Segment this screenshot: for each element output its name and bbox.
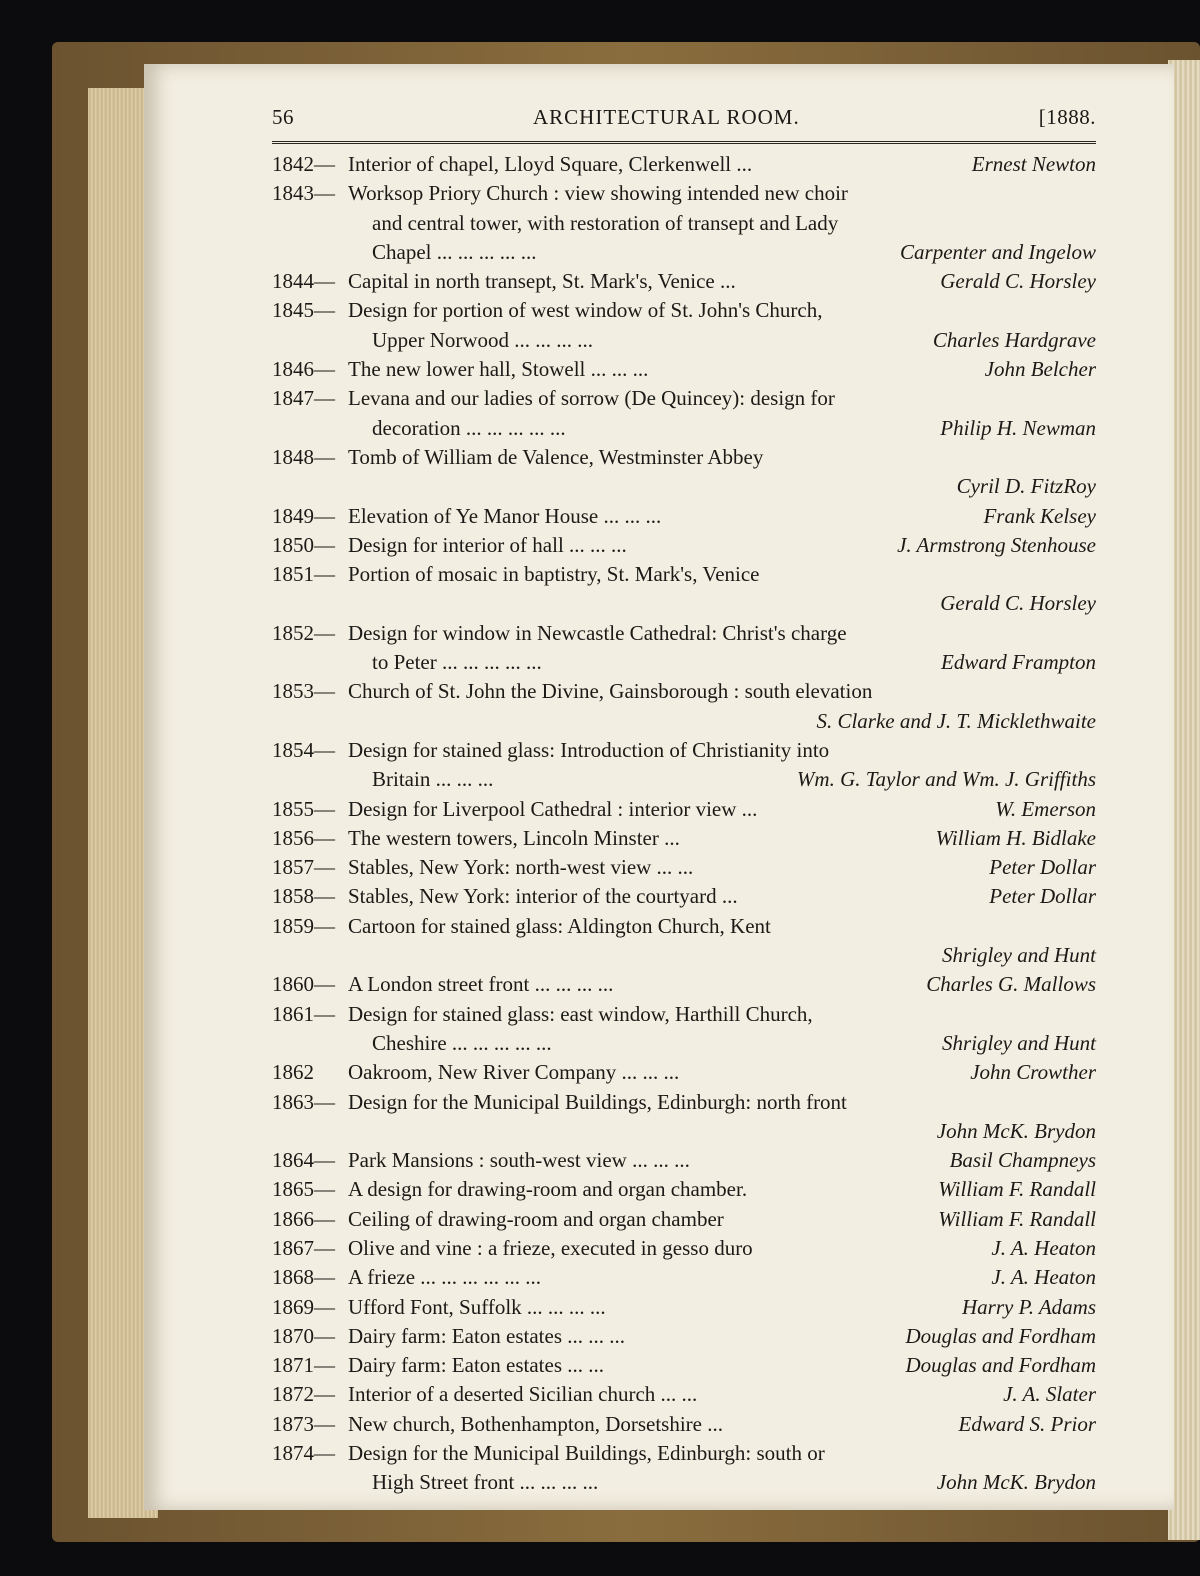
artist-name: Peter Dollar	[989, 884, 1096, 909]
entry-number: 1870—	[272, 1323, 335, 1348]
catalogue-entry	[272, 1293, 1096, 1322]
entry-continuation	[272, 648, 1096, 677]
catalogue-entry	[272, 1175, 1096, 1204]
entry-description: Worksop Priory Church : view showing intended new choir	[348, 181, 848, 206]
entry-line	[272, 1088, 1096, 1117]
entry-number: 1842—	[272, 152, 335, 176]
entry-description: Design for the Municipal Buildings, Edinburgh: north front	[348, 1089, 847, 1114]
entry-line	[272, 1205, 1096, 1234]
artist-name: Harry P. Adams	[962, 1294, 1096, 1319]
catalogue-list	[272, 150, 1096, 1498]
entry-description: The new lower hall, Stowell ... ... ...	[348, 357, 649, 382]
entry-description: A London street front ... ... ... ...	[348, 972, 614, 997]
entry-number: 1856—	[272, 825, 335, 850]
entry-description: Design for stained glass: Introduction of Christianity into	[348, 737, 830, 762]
entry-continuation	[272, 238, 1096, 267]
entry-line	[272, 1000, 1096, 1029]
entry-number: 1860—	[272, 972, 335, 997]
artist-name: Charles Hardgrave	[932, 327, 1096, 352]
entry-number: 1871—	[272, 1353, 335, 1378]
entry-line	[272, 1410, 1096, 1439]
entry-number: 1845—	[272, 298, 335, 323]
entry-description: Design for portion of west window of St. John's Church,	[348, 298, 823, 323]
entry-description: decoration ... ... ... ... ...	[372, 415, 566, 440]
entry-line	[272, 619, 1096, 648]
entry-line	[272, 677, 1096, 706]
entry-line	[272, 560, 1096, 589]
artist-name: Douglas and Fordham	[905, 1323, 1096, 1348]
artist-name: S. Clarke and J. T. Micklethwaite	[816, 708, 1096, 733]
entry-number: 1846—	[272, 357, 335, 382]
catalogue-entry	[272, 1410, 1096, 1439]
artist-name: John Crowther	[970, 1060, 1096, 1085]
entry-description: Stables, New York: interior of the courtyard ...	[348, 884, 738, 909]
entry-line	[272, 267, 1096, 296]
page-content	[272, 105, 1096, 1498]
catalogue-entry	[272, 736, 1096, 795]
artist-name: Cyril D. FitzRoy	[956, 474, 1096, 499]
catalogue-entry	[272, 882, 1096, 911]
catalogue-entry	[272, 296, 1096, 355]
entry-number: 1866—	[272, 1206, 335, 1231]
entry-description: Interior of a deserted Sicilian church ... ...	[348, 1382, 698, 1407]
entry-line	[272, 179, 1096, 208]
catalogue-entry	[272, 1205, 1096, 1234]
catalogue-entry	[272, 1351, 1096, 1380]
entry-description: Tomb of William de Valence, Westminster Abbey	[348, 444, 764, 469]
catalogue-entry	[272, 355, 1096, 384]
artist-name: J. A. Heaton	[991, 1235, 1096, 1260]
page-title: ARCHITECTURAL ROOM.	[533, 105, 800, 129]
entry-description: Design for Liverpool Cathedral : interior view ...	[348, 796, 758, 821]
entry-line	[272, 1175, 1096, 1204]
catalogue-entry	[272, 677, 1096, 736]
catalogue-entry	[272, 824, 1096, 853]
page-number: 56	[272, 105, 294, 129]
entry-line	[272, 1351, 1096, 1380]
entry-description: and central tower, with restoration of transept and Lady	[372, 210, 839, 235]
entry-description: Design for window in Newcastle Cathedral: Christ's charge	[348, 620, 847, 645]
entry-description: Chapel ... ... ... ... ...	[372, 239, 537, 264]
artist-name: Basil Champneys	[949, 1148, 1096, 1173]
entry-line	[272, 150, 1096, 179]
year-label: [1888.	[1038, 105, 1096, 129]
artist-name: William H. Bidlake	[935, 825, 1096, 850]
entry-line	[272, 1234, 1096, 1263]
catalogue-entry	[272, 1058, 1096, 1087]
catalogue-entry	[272, 1380, 1096, 1409]
artist-name: Charles G. Mallows	[926, 972, 1096, 997]
catalogue-entry	[272, 267, 1096, 296]
entry-line	[272, 1380, 1096, 1409]
entry-line	[272, 970, 1096, 999]
entry-number: 1850—	[272, 532, 335, 557]
entry-description: The western towers, Lincoln Minster ...	[348, 825, 680, 850]
artist-name: Philip H. Newman	[940, 415, 1096, 440]
entry-number: 1852—	[272, 620, 335, 645]
artist-name: Wm. G. Taylor and Wm. J. Griffiths	[796, 767, 1096, 792]
entry-number: 1863—	[272, 1089, 335, 1114]
header-rule	[272, 141, 1096, 144]
entry-description: Dairy farm: Eaton estates ... ...	[348, 1353, 604, 1378]
entry-number: 1854—	[272, 737, 335, 762]
catalogue-entry	[272, 502, 1096, 531]
artist-name: Shrigley and Hunt	[942, 1030, 1096, 1055]
artist-name: William F. Randall	[938, 1177, 1096, 1202]
entry-number: 1861—	[272, 1001, 335, 1026]
catalogue-entry	[272, 970, 1096, 999]
entry-description: High Street front ... ... ... ...	[372, 1470, 599, 1495]
entry-description: to Peter ... ... ... ... ...	[372, 650, 542, 675]
entry-line	[272, 1293, 1096, 1322]
entry-line	[272, 1058, 1096, 1087]
catalogue-entry	[272, 1322, 1096, 1351]
catalogue-entry	[272, 150, 1096, 179]
catalogue-entry	[272, 1439, 1096, 1498]
catalogue-entry	[272, 179, 1096, 267]
entry-description: Capital in north transept, St. Mark's, Venice ...	[348, 269, 736, 294]
catalogue-entry	[272, 560, 1096, 619]
entry-number: 1868—	[272, 1265, 335, 1290]
catalogue-entry	[272, 1146, 1096, 1175]
entry-number: 1872—	[272, 1382, 335, 1407]
artist-name: J. A. Heaton	[991, 1265, 1096, 1290]
entry-number: 1849—	[272, 503, 335, 528]
artist-name: Ernest Newton	[971, 152, 1096, 176]
entry-artist-line	[272, 707, 1096, 736]
entry-number: 1874—	[272, 1441, 335, 1466]
catalogue-entry	[272, 795, 1096, 824]
entry-line	[272, 736, 1096, 765]
entry-line	[272, 502, 1096, 531]
entry-continuation	[272, 414, 1096, 443]
entry-line	[272, 795, 1096, 824]
artist-name: Peter Dollar	[989, 855, 1096, 880]
entry-artist-line	[272, 589, 1096, 618]
entry-number: 1859—	[272, 913, 335, 938]
artist-name: John McK. Brydon	[936, 1470, 1096, 1495]
entry-description: Levana and our ladies of sorrow (De Quincey): design for	[348, 386, 835, 411]
entry-number: 1851—	[272, 562, 335, 587]
entry-description: Design for stained glass: east window, Harthill Church,	[348, 1001, 813, 1026]
catalogue-entry	[272, 619, 1096, 678]
artist-name: John McK. Brydon	[936, 1118, 1096, 1143]
artist-name: J. A. Slater	[1003, 1382, 1096, 1407]
artist-name: John Belcher	[984, 357, 1096, 382]
entry-continuation	[272, 209, 1096, 238]
catalogue-entry	[272, 1000, 1096, 1059]
artist-name: Carpenter and Ingelow	[900, 239, 1096, 264]
entry-number: 1855—	[272, 796, 335, 821]
entry-artist-line	[272, 472, 1096, 501]
entry-description: Design for interior of hall ... ... ...	[348, 532, 627, 557]
catalogue-entry	[272, 1263, 1096, 1292]
entry-number: 1865—	[272, 1177, 335, 1202]
artist-name: J. Armstrong Stenhouse	[897, 532, 1096, 557]
entry-continuation	[272, 1029, 1096, 1058]
entry-line	[272, 882, 1096, 911]
entry-description: New church, Bothenhampton, Dorsetshire ...	[348, 1411, 723, 1436]
entry-artist-line	[272, 1117, 1096, 1146]
entry-description: Church of St. John the Divine, Gainsborough : south elevation	[348, 679, 873, 704]
entry-line	[272, 824, 1096, 853]
catalogue-entry	[272, 912, 1096, 971]
entry-description: Elevation of Ye Manor House ... ... ...	[348, 503, 662, 528]
entry-number: 1867—	[272, 1235, 335, 1260]
entry-line	[272, 1322, 1096, 1351]
entry-line	[272, 531, 1096, 560]
entry-description: Portion of mosaic in baptistry, St. Mark's, Venice	[348, 562, 760, 587]
entry-line	[272, 443, 1096, 472]
entry-description: Park Mansions : south-west view ... ... ...	[348, 1148, 690, 1173]
entry-line	[272, 355, 1096, 384]
artist-name: Shrigley and Hunt	[942, 943, 1096, 968]
entry-description: Cartoon for stained glass: Aldington Church, Kent	[348, 913, 771, 938]
catalogue-entry	[272, 1088, 1096, 1147]
entry-number: 1873—	[272, 1411, 335, 1436]
catalogue-entry	[272, 1234, 1096, 1263]
entry-description: Interior of chapel, Lloyd Square, Clerkenwell ...	[348, 152, 753, 176]
entry-line	[272, 384, 1096, 413]
catalogue-entry	[272, 853, 1096, 882]
artist-name: Gerald C. Horsley	[940, 269, 1096, 294]
entry-number: 1858—	[272, 884, 335, 909]
entry-number: 1862	[272, 1060, 314, 1085]
entry-number: 1843—	[272, 181, 335, 206]
entry-line	[272, 1263, 1096, 1292]
entry-number: 1857—	[272, 855, 335, 880]
entry-line	[272, 1439, 1096, 1468]
entry-number: 1847—	[272, 386, 335, 411]
artist-name: William F. Randall	[938, 1206, 1096, 1231]
entry-artist-line	[272, 941, 1096, 970]
entry-description: Ceiling of drawing-room and organ chamber	[348, 1206, 724, 1231]
catalogue-entry	[272, 443, 1096, 502]
entry-description: A design for drawing-room and organ chamber.	[348, 1177, 748, 1202]
entry-description: Britain ... ... ...	[372, 767, 494, 792]
entry-number: 1844—	[272, 269, 335, 294]
artist-name: Edward Frampton	[941, 650, 1096, 675]
entry-description: Upper Norwood ... ... ... ...	[372, 327, 594, 352]
artist-name: W. Emerson	[995, 796, 1096, 821]
entry-line	[272, 1146, 1096, 1175]
entry-description: Ufford Font, Suffolk ... ... ... ...	[348, 1294, 606, 1319]
entry-continuation	[272, 326, 1096, 355]
entry-description: Cheshire ... ... ... ... ...	[372, 1030, 552, 1055]
entry-continuation	[272, 765, 1096, 794]
entry-description: Stables, New York: north-west view ... ...	[348, 855, 694, 880]
entry-description: A frieze ... ... ... ... ... ...	[348, 1265, 542, 1290]
entry-description: Design for the Municipal Buildings, Edinburgh: south or	[348, 1441, 825, 1466]
entry-description: Olive and vine : a frieze, executed in gesso duro	[348, 1235, 753, 1260]
entry-description: Oakroom, New River Company ... ... ...	[348, 1060, 680, 1085]
running-header	[272, 105, 1096, 139]
artist-name: Gerald C. Horsley	[940, 591, 1096, 616]
artist-name: Edward S. Prior	[958, 1411, 1096, 1436]
entry-number: 1864—	[272, 1148, 335, 1173]
entry-number: 1853—	[272, 679, 335, 704]
entry-number: 1848—	[272, 444, 335, 469]
artist-name: Frank Kelsey	[983, 503, 1096, 528]
entry-line	[272, 853, 1096, 882]
entry-number: 1869—	[272, 1294, 335, 1319]
entry-line	[272, 296, 1096, 325]
catalogue-entry	[272, 384, 1096, 443]
artist-name: Douglas and Fordham	[905, 1353, 1096, 1378]
entry-continuation	[272, 1468, 1096, 1497]
catalogue-entry	[272, 531, 1096, 560]
entry-description: Dairy farm: Eaton estates ... ... ...	[348, 1323, 625, 1348]
entry-line	[272, 912, 1096, 941]
